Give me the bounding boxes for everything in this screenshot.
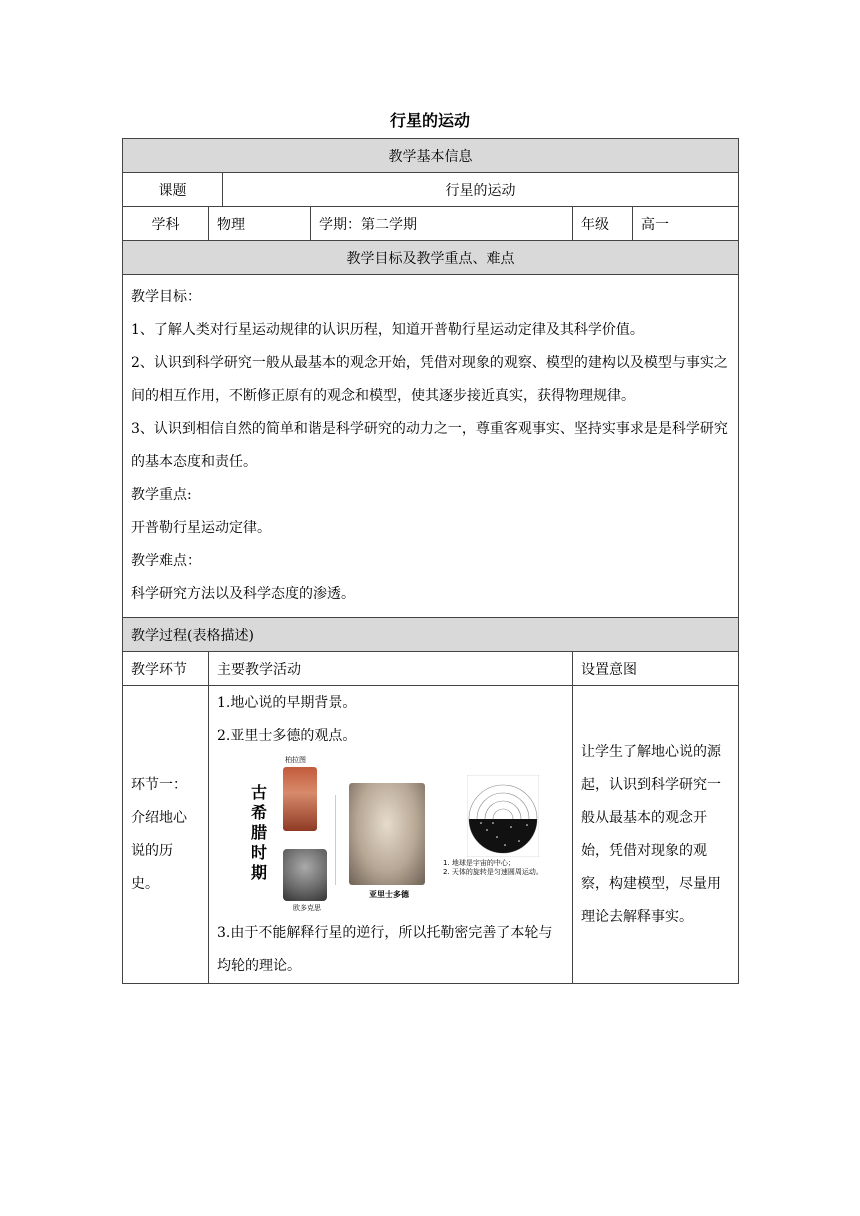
- topic-value: 行星的运动: [223, 173, 739, 207]
- subject-value: 物理: [209, 207, 311, 241]
- note-line: 2. 天体的旋转是匀速圆周运动。: [443, 868, 543, 876]
- geocentric-history-figure: [247, 755, 597, 915]
- process-header-step: 教学环节: [123, 652, 209, 686]
- plato-portrait: [283, 767, 317, 831]
- step-name: 环节一：介绍地心说的历史。: [123, 686, 209, 984]
- process-header-activity: 主要教学活动: [209, 652, 573, 686]
- goals-cell: [123, 275, 739, 618]
- lesson-table: [122, 138, 739, 984]
- grade-label: 年级: [573, 207, 633, 241]
- process-header-intent: 设置意图: [573, 652, 739, 686]
- activity-item: 3.由于不能解释行星的逆行，所以托勒密完善了本轮与均轮的理论。: [217, 925, 553, 974]
- goal-item: 2、认识到科学研究一般从最基本的观念开始，凭借对现象的观察、模型的建构以及模型与事实之间的相互作用，不断修正原有的观念和模型，使其逐步接近真实，获得物理规律。: [131, 355, 728, 404]
- section-basic-header: 教学基本信息: [123, 139, 739, 173]
- eudoxus-portrait: [283, 849, 327, 901]
- goal-item: 3、认识到相信自然的简单和谐是科学研究的动力之一，尊重客观事实、坚持实事求是是科学研究的基本态度和责任。: [131, 421, 728, 470]
- page-title: 行星的运动: [389, 111, 470, 130]
- plato-label: 柏拉图: [285, 756, 306, 764]
- step-activities: [209, 686, 573, 984]
- period-label: 古希腊时期: [250, 783, 267, 882]
- note-line: 1. 地球是宇宙的中心；: [443, 859, 515, 867]
- section-goals-header: 教学目标及教学重点、难点: [123, 241, 739, 275]
- activity-item: 2.亚里士多德的观点。: [217, 728, 357, 744]
- difficult-text: 科学研究方法以及科学态度的渗透。: [131, 586, 355, 602]
- geocentric-cosmos-diagram: [467, 775, 539, 857]
- term-value: 学期：第二学期: [311, 207, 573, 241]
- goal-item: 1、了解人类对行星运动规律的认识历程，知道开普勒行星运动定律及其科学价值。: [131, 322, 644, 338]
- aristotle-portrait: [349, 783, 425, 885]
- section-process-header: 教学过程(表格描述): [123, 618, 739, 652]
- activity-item: 1.地心说的早期背景。: [217, 695, 357, 711]
- geocentric-notes: [443, 859, 543, 877]
- key-heading: 教学重点:: [131, 487, 192, 503]
- eudoxus-label: 欧多克思: [293, 904, 321, 912]
- step-intent: 让学生了解地心说的源起，认识到科学研究一般从最基本的观念开始，凭借对现象的观察，构建模型，尽量用理论去解释事实。: [573, 686, 739, 984]
- difficult-heading: 教学难点：: [131, 553, 201, 569]
- goal-heading: 教学目标：: [131, 289, 201, 305]
- aristotle-label: 亚里士多德: [369, 890, 409, 899]
- key-text: 开普勒行星运动定律。: [131, 520, 271, 536]
- timeline-line: [335, 795, 336, 885]
- grade-value: 高一: [633, 207, 739, 241]
- subject-label: 学科: [123, 207, 209, 241]
- topic-label: 课题: [123, 173, 223, 207]
